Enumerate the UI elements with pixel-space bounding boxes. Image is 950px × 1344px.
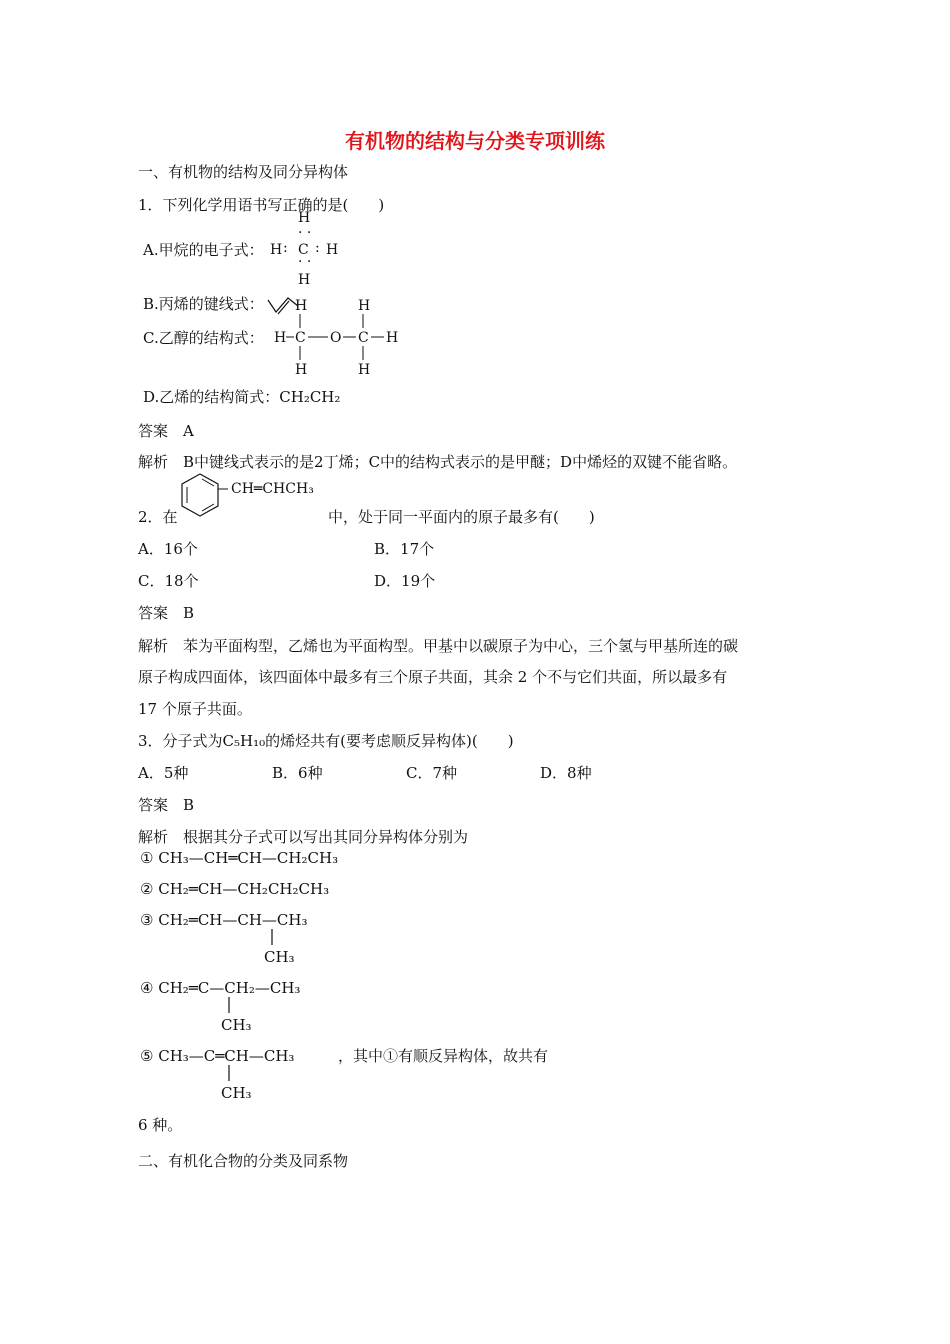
q1-stem: 1．下列化学用语书写正确的是( ) bbox=[138, 196, 385, 214]
q2-option-d: D．19个 bbox=[374, 572, 436, 590]
isomer-5-branch-bond bbox=[227, 1065, 231, 1085]
svg-text:H: H bbox=[298, 272, 311, 288]
ethanol-structural-formula bbox=[270, 294, 410, 380]
isomer-4-branch-bond bbox=[227, 997, 231, 1017]
isomer-1: ① CH₃—CH═CH—CH₂CH₃ bbox=[140, 849, 339, 867]
q2-analysis-line-2: 原子构成四面体，该四面体中最多有三个原子共面，其余 2 个不与它们共面，所以最多有 bbox=[138, 668, 728, 686]
methane-electron-formula bbox=[268, 208, 348, 288]
q3-option-c: C．7种 bbox=[406, 764, 458, 782]
svg-text:· ·: · · bbox=[298, 225, 312, 241]
isomer-3-branch-methyl: CH₃ bbox=[264, 948, 295, 966]
isomer-3: ③ CH₂═CH—CH—CH₃ bbox=[140, 911, 308, 929]
q2-stem-prefix: 2．在 bbox=[138, 508, 178, 526]
q2-option-c: C．18个 bbox=[138, 572, 199, 590]
q2-option-a: A．16个 bbox=[138, 540, 198, 558]
svg-text:H: H bbox=[295, 362, 308, 378]
q1-option-b-label: B.丙烯的键线式： bbox=[143, 295, 264, 313]
svg-text:H: H bbox=[298, 210, 311, 226]
isomer-5: ⑤ CH₃—C═CH—CH₃ bbox=[140, 1047, 295, 1065]
svg-text::: : bbox=[315, 240, 320, 256]
q2-substituent: CH═CHCH₃ bbox=[231, 481, 314, 497]
svg-text:C: C bbox=[358, 330, 369, 346]
q2-answer: 答案 B bbox=[138, 604, 195, 622]
svg-text:O: O bbox=[330, 330, 342, 346]
q3-tail-text: ，其中①有顺反异构体，故共有 bbox=[338, 1047, 549, 1065]
q1-answer: 答案 A bbox=[138, 422, 194, 440]
page-title: 有机物的结构与分类专项训练 bbox=[345, 129, 605, 153]
q3-answer: 答案 B bbox=[138, 796, 195, 814]
q1-analysis: 解析 B中键线式表示的是2丁烯；C中的结构式表示的是甲醚；D中烯烃的双键不能省略。 bbox=[138, 453, 738, 471]
isomer-5-branch-methyl: CH₃ bbox=[221, 1084, 252, 1102]
q2-option-b: B．17个 bbox=[374, 540, 435, 558]
svg-text:H: H bbox=[274, 330, 287, 346]
q3-conclusion: 6 种。 bbox=[138, 1116, 183, 1134]
isomer-4: ④ CH₂═C—CH₂—CH₃ bbox=[140, 979, 301, 997]
svg-text::: : bbox=[283, 240, 288, 256]
isomer-4-branch-methyl: CH₃ bbox=[221, 1016, 252, 1034]
q2-stem-suffix: 中，处于同一平面内的原子最多有( ) bbox=[328, 508, 595, 526]
q2-analysis-line-3: 17 个原子共面。 bbox=[138, 700, 252, 718]
benzene-ring-structure bbox=[180, 470, 240, 526]
svg-text:H: H bbox=[358, 362, 371, 378]
svg-text:C: C bbox=[295, 330, 306, 346]
q1-option-c-label: C.乙醇的结构式： bbox=[143, 329, 264, 347]
q1-option-d: D.乙烯的结构简式：CH₂CH₂ bbox=[143, 388, 341, 406]
svg-text:H: H bbox=[270, 242, 283, 258]
q3-stem: 3．分子式为C₅H₁₀的烯烃共有(要考虑顺反异构体)( ) bbox=[138, 732, 514, 750]
q3-analysis: 解析 根据其分子式可以写出其同分异构体分别为 bbox=[138, 828, 469, 846]
svg-text:H: H bbox=[295, 298, 308, 314]
q3-option-a: A．5种 bbox=[138, 764, 189, 782]
q3-option-d: D．8种 bbox=[540, 764, 592, 782]
svg-text:H: H bbox=[386, 330, 399, 346]
section-heading-1: 一、有机物的结构及同分异构体 bbox=[138, 163, 349, 181]
svg-text:· ·: · · bbox=[298, 254, 312, 270]
isomer-2: ② CH₂═CH—CH₂CH₂CH₃ bbox=[140, 880, 330, 898]
svg-text:C: C bbox=[298, 242, 309, 258]
svg-text:H: H bbox=[358, 298, 371, 314]
q3-option-b: B．6种 bbox=[272, 764, 323, 782]
svg-text:H: H bbox=[326, 242, 339, 258]
isomer-3-branch-bond bbox=[270, 929, 274, 949]
q2-analysis-line-1: 解析 苯为平面构型，乙烯也为平面构型。甲基中以碳原子为中心，三个氢与甲基所连的碳 bbox=[138, 637, 739, 655]
section-heading-2: 二、有机化合物的分类及同系物 bbox=[138, 1152, 349, 1170]
q1-option-a-label: A.甲烷的电子式： bbox=[143, 241, 264, 259]
